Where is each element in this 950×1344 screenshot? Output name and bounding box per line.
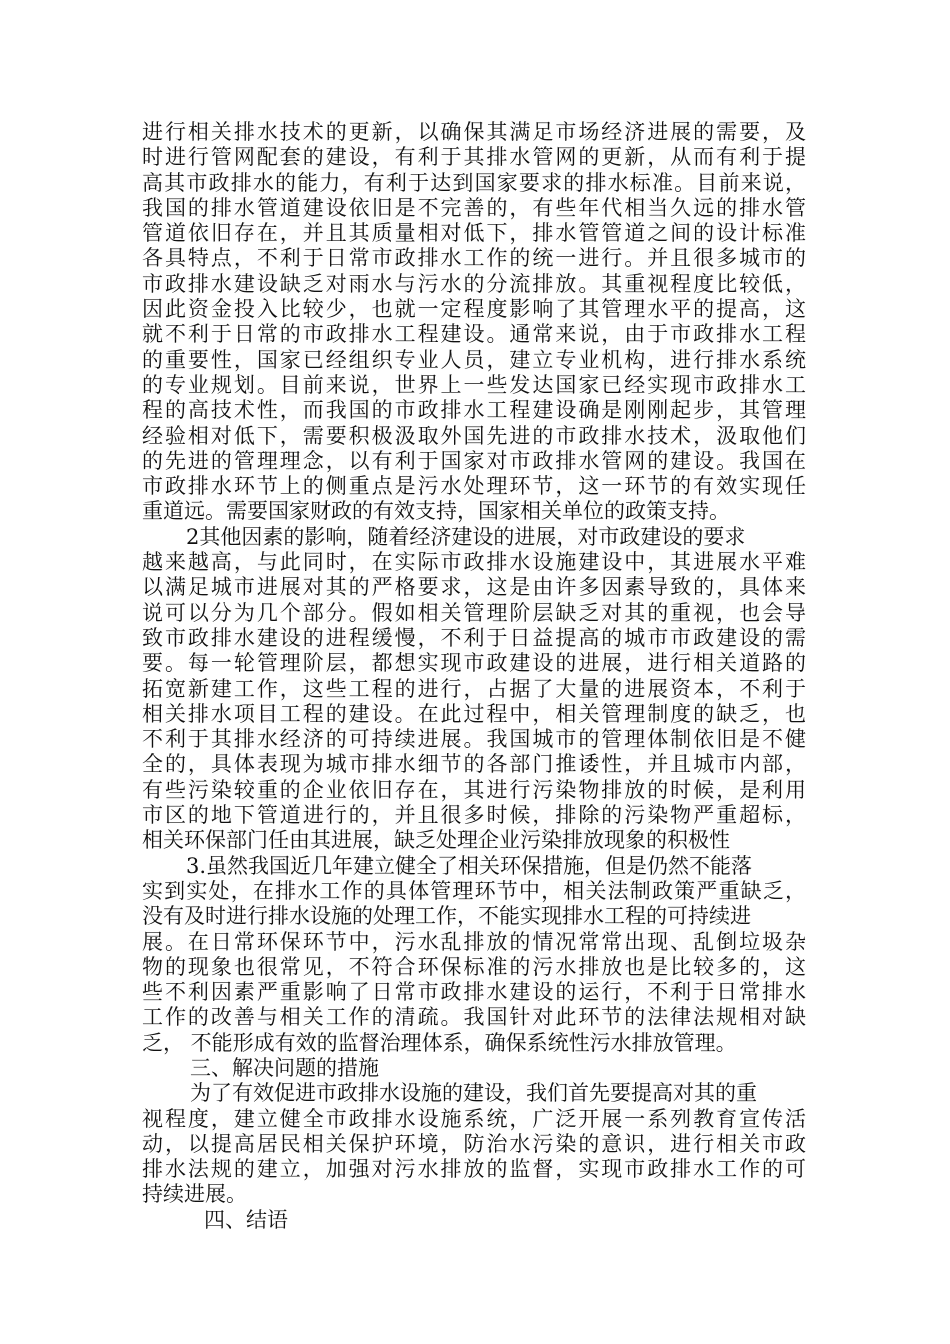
- paragraph-first-line: 2其他因素的影响，随着经济建设的进展，对市政建设的要求: [186, 524, 746, 549]
- text-line: 全的，具体表现为城市排水细节的各部门推诿性，并且城市内部，: [142, 752, 806, 777]
- text-line: 高其市政排水的能力，有利于达到国家要求的排水标准。目前来说，: [142, 170, 806, 195]
- text-line: 进行相关排水技术的更新，以确保其满足市场经济进展的需要，及: [142, 120, 806, 144]
- text-line: 拓宽新建工作，这些工程的进行，占据了大量的进展资本，不利于: [142, 676, 806, 701]
- text-line: 说可以分为几个部分。假如相关管理阶层缺乏对其的重视，也会导: [142, 600, 806, 625]
- text-line: 市政排水环节上的侧重点是污水处理环节，这一环节的有效实现任: [142, 474, 806, 499]
- text-line: 持续进展。: [142, 1182, 247, 1207]
- text-line: 相关环保部门任由其进展，缺乏处理企业污染排放现象的积极性: [142, 828, 730, 853]
- text-line: 致市政排水建设的进程缓慢，不利于日益提高的城市市政建设的需: [142, 625, 806, 650]
- text-line: 乏， 不能形成有效的监督治理体系，确保系统性污水排放管理。: [142, 1030, 737, 1055]
- text-line: 因此资金投入比较少，也就一定程度影响了其管理水平的提高，这: [142, 297, 806, 322]
- text-line: 经验相对低下，需要积极汲取外国先进的市政排水技术，汲取他们: [142, 423, 806, 448]
- text-line: 的先进的管理理念，以有利于国家对市政排水管网的建设。我国在: [142, 448, 806, 473]
- paragraph-first-line: 3.虽然我国近几年建立健全了相关环保措施，但是仍然不能落: [186, 853, 753, 878]
- text-line: 展。在日常环保环节中，污水乱排放的情况常常出现、乱倒垃圾杂: [142, 929, 806, 954]
- text-line: 程的高技术性，而我国的市政排水工程建设确是刚刚起步，其管理: [142, 398, 806, 423]
- text-line: 的专业规划。目前来说，世界上一些发达国家已经实现市政排水工: [142, 372, 806, 397]
- document-body: [142, 120, 806, 1233]
- text-line: 相关排水项目工程的建设。在此过程中，相关管理制度的缺乏，也: [142, 701, 806, 726]
- text-line: 越来越高，与此同时，在实际市政排水设施建设中，其进展水平难: [142, 550, 806, 575]
- text-line: 物的现象也很常见，不符合环保标准的污水排放也是比较多的，这: [142, 954, 806, 979]
- text-line: 没有及时进行排水设施的处理工作，不能实现排水工程的可持续进: [142, 904, 751, 929]
- text-line: 市区的地下管道进行的，并且很多时候，排除的污染物严重超标，: [142, 803, 806, 828]
- section-heading: 四、结语: [204, 1207, 288, 1232]
- text-line: 各具特点，不利于日常市政排水工作的统一进行。并且很多城市的: [142, 246, 806, 271]
- text-line: 管道依旧存在，并且其质量相对低下，排水管管道之间的设计标准: [142, 221, 806, 246]
- text-line: 市政排水建设缺乏对雨水与污水的分流排放。其重视程度比较低，: [142, 271, 806, 296]
- section-heading: 三、解决问题的措施: [190, 1055, 379, 1080]
- text-line: 动，以提高居民相关保护环境，防治水污染的意识，进行相关市政: [142, 1131, 806, 1156]
- text-line: 视程度，建立健全市政排水设施系统，广泛开展一系列教育宣传活: [142, 1106, 806, 1131]
- paragraph-first-line: 为了有效促进市政排水设施的建设，我们首先要提高对其的重: [190, 1081, 757, 1106]
- text-line: 的重要性，国家已经组织专业人员，建立专业机构，进行排水系统: [142, 347, 806, 372]
- text-line: 以满足城市进展对其的严格要求，这是由许多因素导致的，具体来: [142, 575, 806, 600]
- text-line: 要。每一轮管理阶层，都想实现市政建设的进展，进行相关道路的: [142, 651, 806, 676]
- text-line: 我国的排水管道建设依旧是不完善的，有些年代相当久远的排水管: [142, 195, 806, 220]
- text-line: 时进行管网配套的建设，有利于其排水管网的更新，从而有利于提: [142, 145, 806, 170]
- text-line: 实到实处，在排水工作的具体管理环节中，相关法制政策严重缺乏，: [142, 878, 806, 903]
- text-line: 工作的改善与相关工作的清疏。我国针对此环节的法律法规相对缺: [142, 1005, 806, 1030]
- text-line: 不利于其排水经济的可持续进展。我国城市的管理体制依旧是不健: [142, 727, 806, 752]
- text-line: 有些污染较重的企业依旧存在，其进行污染物排放的时候，是利用: [142, 777, 806, 802]
- text-line: 重道远。需要国家财政的有效支持，国家相关单位的政策支持。: [142, 499, 730, 524]
- text-line: 排水法规的建立，加强对污水排放的监督，实现市政排水工作的可: [142, 1157, 806, 1182]
- text-line: 就不利于日常的市政排水工程建设。通常来说，由于市政排水工程: [142, 322, 806, 347]
- text-line: 些不利因素严重影响了日常市政排水建设的运行，不利于日常排水: [142, 980, 806, 1005]
